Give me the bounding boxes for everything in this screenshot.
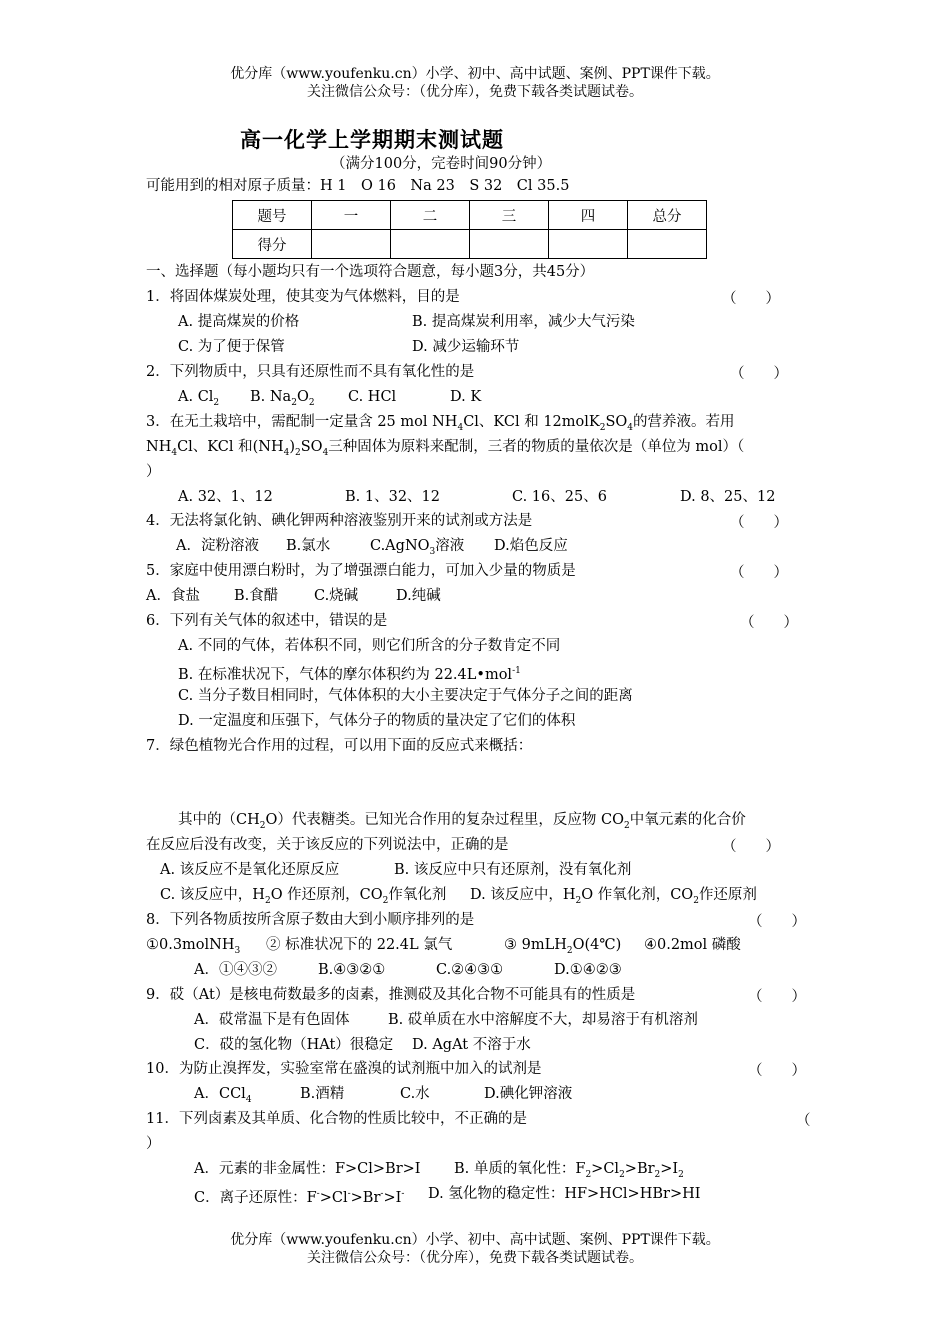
q9-option-d: D. AgAt 不溶于水 [412, 1037, 531, 1053]
q11-option-c: C．离子还原性：F->Cl->Br->I- [194, 1189, 405, 1206]
footer-line-2: 关注微信公众号：（优分库），免费下载各类试题试卷。 [307, 1250, 643, 1266]
score-cell [312, 230, 391, 259]
q6-option-d: D. 一定温度和压强下，气体分子的物质的量决定了它们的体积 [178, 713, 576, 729]
q8-option-c: C.②④③① [436, 962, 504, 978]
q11-stem: 11．下列卤素及其单质、化合物的性质比较中，不正确的是 [146, 1111, 527, 1127]
q3-stem-line-2: $NH_4Cl$、KCl 和$(NH_4)_2SO_4$三种固体为原料来配制，三者的物质的量依次是（单位为 mol）（ [146, 439, 745, 458]
score-header-cell: 总分 [628, 201, 707, 230]
q1-stem: 1．将固体煤炭处理，使其变为气体燃料，目的是 [146, 289, 460, 305]
q4-option-b: B.氯水 [286, 538, 331, 554]
q4-option-c: C.AgNO$_3$溶液 [370, 538, 465, 557]
q5-option-a: A．食盐 [146, 588, 200, 604]
q4-option-a: A．淀粉溶液 [176, 538, 259, 554]
q8-item-1: ①0.3molNH$_3$ [146, 937, 241, 956]
q3-stem-line-3: ） [146, 464, 161, 480]
q1-option-a: A. 提高煤炭的价格 [178, 314, 300, 330]
q10-answer-paren: （ ） [748, 1063, 806, 1079]
q8-option-a: A．①④③② [194, 962, 277, 978]
q7-stem: 7．绿色植物光合作用的过程，可以用下面的反应式来概括： [146, 738, 533, 754]
q11-option-a: A．元素的非金属性：F>Cl>Br>I [194, 1161, 421, 1177]
score-header-cell: 题号 [233, 201, 312, 230]
q2-option-c: C. HCl [348, 389, 397, 405]
q6-option-a: A. 不同的气体，若体积不同，则它们所含的分子数肯定不同 [178, 638, 561, 654]
score-header-cell: 一 [312, 201, 391, 230]
score-table-header-row [233, 201, 707, 230]
q6-answer-paren: （ ） [740, 615, 798, 631]
score-cell [628, 230, 707, 259]
q10-option-d: D.碘化钾溶液 [484, 1086, 573, 1102]
q7-option-b: B. 该反应中只有还原剂，没有氧化剂 [394, 862, 632, 878]
q4-stem: 4．无法将氯化钠、碘化钾两种溶液鉴别开来的试剂或方法是 [146, 513, 533, 529]
score-table-score-row [233, 230, 707, 259]
atomic-masses: 可能用到的相对原子质量：H 1 O 16 Na 23 S 32 Cl 35.5 [146, 178, 570, 194]
q6-option-c: C. 当分子数目相同时，气体体积的大小主要决定于气体分子之间的距离 [178, 688, 633, 704]
q7-stem-line-3: 在反应后没有改变，关于该反应的下列说法中，正确的是 [146, 837, 509, 853]
page-subtitle: （满分100分，完卷时间90分钟） [331, 156, 552, 172]
q3-option-d: D. 8、25、12 [680, 489, 776, 505]
q2-option-d: D. K [450, 389, 482, 405]
q2-option-b: B. $Na_2O_2$ [250, 389, 315, 408]
header-line-1: 优分库（www.youfenku.cn）小学、初中、高中试题、案例、PPT课件下载。 [230, 66, 720, 82]
q5-option-d: D.纯碱 [396, 588, 441, 604]
q6-option-b: B. 在标准状况下，气体的摩尔体积约为 22.4L•mol$^{-1}$ [178, 666, 521, 683]
q7-stem-line-2: 其中的$(CH_2O)$代表糖类。已知光合作用的复杂过程里，反应物 $CO_2$中氧元素的化合价 [178, 812, 746, 831]
q7-option-a: A. 该反应不是氧化还原反应 [160, 862, 340, 878]
score-cell [470, 230, 549, 259]
q3-option-b: B. 1、32、12 [345, 489, 441, 505]
footer-line-1: 优分库（www.youfenku.cn）小学、初中、高中试题、案例、PPT课件下载。 [230, 1232, 720, 1248]
q9-option-c: C．砹的氢化物（HAt）很稳定 [194, 1037, 394, 1053]
q8-option-b: B.④③②① [318, 962, 386, 978]
q1-option-d: D. 减少运输环节 [412, 339, 520, 355]
q5-answer-paren: （ ） [730, 565, 788, 581]
page-title: 高一化学上学期期末测试题 [240, 127, 504, 152]
score-header-cell: 三 [470, 201, 549, 230]
q7-option-d: D. 该反应中，$H_2O$ 作氧化剂，$CO_2$作还原剂 [470, 887, 757, 906]
q10-option-c: C.水 [400, 1086, 430, 1102]
q1-option-c: C. 为了便于保管 [178, 339, 285, 355]
q4-answer-paren: （ ） [730, 515, 788, 531]
q6-stem: 6．下列有关气体的叙述中，错误的是 [146, 613, 388, 629]
q2-stem: 2．下列物质中，只具有还原性而不具有氧化性的是 [146, 364, 475, 380]
q8-item-3: ③ 9mLH$_2$O(4℃) [504, 937, 622, 956]
q11-option-b: B. 单质的氧化性：$F_2>Cl_2>Br_2>I_2$ [454, 1161, 684, 1180]
q8-stem: 8．下列各物质按所含原子数由大到小顺序排列的是 [146, 912, 475, 928]
score-cell [549, 230, 628, 259]
q11-paren-left: （ [796, 1113, 811, 1129]
q11-paren-right: ） [146, 1136, 161, 1152]
q3-option-a: A. 32、1、12 [178, 489, 273, 505]
q2-answer-paren: （ ） [730, 366, 788, 382]
q7-answer-paren: （ ） [722, 839, 780, 855]
score-header-cell: 四 [549, 201, 628, 230]
score-row-label: 得分 [233, 230, 312, 259]
score-cell [391, 230, 470, 259]
q5-option-b: B.食醋 [234, 588, 279, 604]
q5-option-c: C.烧碱 [314, 588, 359, 604]
q9-option-a: A．砹常温下是有色固体 [194, 1012, 350, 1028]
q9-stem: 9．砹（At）是核电荷数最多的卤素，推测砹及其化合物不可能具有的性质是 [146, 987, 636, 1003]
q2-option-a: A. $Cl_2$ [178, 389, 220, 408]
section-1-title: 一、选择题（每小题均只有一个选项符合题意，每小题3分，共45分） [146, 264, 595, 280]
q3-option-c: C. 16、25、6 [512, 489, 607, 505]
q4-option-d: D.焰色反应 [494, 538, 568, 554]
q9-answer-paren: （ ） [748, 989, 806, 1005]
q1-answer-paren: （ ） [722, 291, 780, 307]
header-line-2: 关注微信公众号：（优分库），免费下载各类试题试卷。 [307, 84, 643, 100]
score-table [232, 200, 707, 259]
q10-option-b: B.酒精 [300, 1086, 345, 1102]
q5-stem: 5．家庭中使用漂白粉时，为了增强漂白能力，可加入少量的物质是 [146, 563, 576, 579]
q9-option-b: B. 砹单质在水中溶解度不大，却易溶于有机溶剂 [388, 1012, 698, 1028]
q1-option-b: B. 提高煤炭利用率，减少大气污染 [412, 314, 635, 330]
q8-item-4: ④0.2mol 磷酸 [644, 937, 741, 953]
q7-option-c: C. 该反应中，$H_2O$ 作还原剂，$CO_2$作氧化剂 [160, 887, 447, 906]
q11-option-d: D. 氢化物的稳定性：HF>HCl>HBr>HI [428, 1186, 701, 1202]
q8-option-d: D.①④②③ [554, 962, 622, 978]
q10-option-a: A．CCl$_4$ [194, 1086, 252, 1105]
q3-stem-line-1: 3．在无土栽培中，需配制一定量含 25 mol $NH_4Cl$、KCl 和 $12molK_2SO_4$的营养液。若用 [146, 414, 735, 433]
score-header-cell: 二 [391, 201, 470, 230]
q8-answer-paren: （ ） [748, 914, 806, 930]
q10-stem: 10．为防止溴挥发，实验室常在盛溴的试剂瓶中加入的试剂是 [146, 1061, 542, 1077]
q8-item-2: ② 标准状况下的 22.4L 氯气 [266, 937, 453, 953]
